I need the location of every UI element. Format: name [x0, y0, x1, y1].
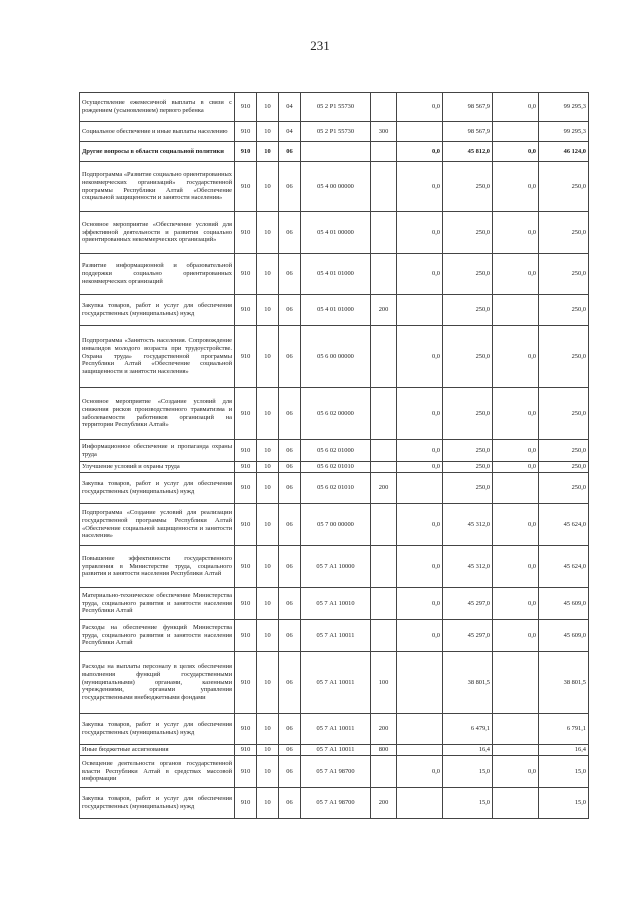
row-value-2: 98 567,9: [443, 122, 493, 142]
table-row: [80, 473, 589, 504]
row-subsection-code: 06: [279, 254, 301, 295]
row-section-code: 10: [257, 212, 279, 254]
row-name: Освещение деятельности органов государственной власти Республики Алтай в средствах массовой информации: [80, 756, 235, 788]
row-ministry-code: 910: [235, 652, 257, 714]
table-row: [80, 588, 589, 620]
row-target-article: [301, 142, 371, 162]
row-value-1: 0,0: [397, 440, 443, 462]
row-section-code: 10: [257, 756, 279, 788]
row-target-article: 05 7 А1 10011: [301, 652, 371, 714]
row-name: Информационное обеспечение и пропаганда охраны труда: [80, 440, 235, 462]
row-target-article: 05 4 01 01000: [301, 254, 371, 295]
table-row: [80, 756, 589, 788]
row-value-4: 250,0: [539, 388, 589, 440]
row-value-1: 0,0: [397, 462, 443, 473]
row-value-3: [493, 473, 539, 504]
row-ministry-code: 910: [235, 504, 257, 546]
row-target-article: 05 7 00 00000: [301, 504, 371, 546]
table-row: [80, 788, 589, 819]
table-row: [80, 504, 589, 546]
row-subsection-code: 06: [279, 473, 301, 504]
row-ministry-code: 910: [235, 212, 257, 254]
row-subsection-code: 06: [279, 212, 301, 254]
row-subsection-code: 06: [279, 788, 301, 819]
row-expense-type: 200: [371, 714, 397, 745]
row-expense-type: 100: [371, 652, 397, 714]
row-target-article: 05 7 А1 10011: [301, 714, 371, 745]
row-value-4: 250,0: [539, 326, 589, 388]
row-value-1: 0,0: [397, 254, 443, 295]
row-ministry-code: 910: [235, 388, 257, 440]
row-expense-type: [371, 93, 397, 122]
row-value-2: 6 479,1: [443, 714, 493, 745]
row-expense-type: [371, 756, 397, 788]
row-name: Осуществление ежемесячной выплаты в связи с рождением (усыновлением) первого ребенка: [80, 93, 235, 122]
row-value-3: 0,0: [493, 326, 539, 388]
row-ministry-code: 910: [235, 788, 257, 819]
row-expense-type: [371, 326, 397, 388]
row-section-code: 10: [257, 473, 279, 504]
row-subsection-code: 06: [279, 546, 301, 588]
row-section-code: 10: [257, 620, 279, 652]
row-value-1: 0,0: [397, 388, 443, 440]
row-value-3: 0,0: [493, 254, 539, 295]
row-value-1: 0,0: [397, 93, 443, 122]
row-subsection-code: 06: [279, 504, 301, 546]
row-target-article: 05 7 А1 98700: [301, 756, 371, 788]
row-value-3: 0,0: [493, 588, 539, 620]
row-ministry-code: 910: [235, 122, 257, 142]
row-value-1: [397, 652, 443, 714]
row-value-1: 0,0: [397, 620, 443, 652]
row-ministry-code: 910: [235, 254, 257, 295]
row-value-1: 0,0: [397, 162, 443, 212]
row-expense-type: 800: [371, 745, 397, 756]
row-ministry-code: 910: [235, 714, 257, 745]
row-value-4: 250,0: [539, 440, 589, 462]
row-name: Подпрограмма «Развитие социально ориентированных некоммерческих организаций» государственной программы Республики Алтай «Обеспечение социальной защищенности и занятости населения»: [80, 162, 235, 212]
row-value-3: 0,0: [493, 546, 539, 588]
row-target-article: 05 6 02 01000: [301, 440, 371, 462]
row-expense-type: 200: [371, 295, 397, 326]
row-name: Основное мероприятие «Создание условий для снижения рисков производственного травматизма и заболеваемости работников организаций на территории Республики Алтай»: [80, 388, 235, 440]
row-target-article: 05 4 01 01000: [301, 295, 371, 326]
row-name: Социальное обеспечение и иные выплаты населению: [80, 122, 235, 142]
row-subsection-code: 06: [279, 142, 301, 162]
table-row: [80, 162, 589, 212]
row-section-code: 10: [257, 504, 279, 546]
row-name: Иные бюджетные ассигнования: [80, 745, 235, 756]
row-name: Повышение эффективности государственного управления в Министерстве труда, социального развития и занятости населения Республики Алтай: [80, 546, 235, 588]
row-section-code: 10: [257, 326, 279, 388]
row-value-2: 250,0: [443, 326, 493, 388]
row-expense-type: [371, 462, 397, 473]
row-expense-type: 300: [371, 122, 397, 142]
row-section-code: 10: [257, 652, 279, 714]
table-row: [80, 326, 589, 388]
row-value-4: 15,0: [539, 756, 589, 788]
row-subsection-code: 06: [279, 326, 301, 388]
row-value-2: 16,4: [443, 745, 493, 756]
table-row: [80, 714, 589, 745]
row-subsection-code: 06: [279, 756, 301, 788]
table-row: [80, 652, 589, 714]
row-value-4: 45 624,0: [539, 504, 589, 546]
row-value-4: 250,0: [539, 473, 589, 504]
row-value-3: 0,0: [493, 440, 539, 462]
row-expense-type: 200: [371, 473, 397, 504]
row-expense-type: [371, 162, 397, 212]
row-expense-type: 200: [371, 788, 397, 819]
table-row: [80, 440, 589, 462]
row-section-code: 10: [257, 162, 279, 212]
row-target-article: 05 7 А1 10011: [301, 745, 371, 756]
row-ministry-code: 910: [235, 462, 257, 473]
row-value-1: 0,0: [397, 212, 443, 254]
row-target-article: 05 6 02 01010: [301, 462, 371, 473]
row-value-2: 45 312,0: [443, 504, 493, 546]
row-value-1: [397, 745, 443, 756]
row-target-article: 05 7 А1 10010: [301, 588, 371, 620]
row-target-article: 05 4 00 00000: [301, 162, 371, 212]
table-row: [80, 122, 589, 142]
row-value-4: 99 295,3: [539, 122, 589, 142]
row-expense-type: [371, 588, 397, 620]
row-section-code: 10: [257, 295, 279, 326]
row-subsection-code: 04: [279, 122, 301, 142]
row-name: Закупка товаров, работ и услуг для обеспечения государственных (муниципальных) нужд: [80, 714, 235, 745]
row-target-article: 05 7 А1 10011: [301, 620, 371, 652]
table-row: [80, 142, 589, 162]
row-value-4: 45 609,0: [539, 588, 589, 620]
row-value-4: 6 791,1: [539, 714, 589, 745]
row-value-4: 38 801,5: [539, 652, 589, 714]
row-value-3: 0,0: [493, 620, 539, 652]
row-value-3: 0,0: [493, 142, 539, 162]
row-value-4: 250,0: [539, 295, 589, 326]
row-name: Основное мероприятие «Обеспечение условий для эффективной деятельности и развития социально ориентированных некоммерческих организаций»: [80, 212, 235, 254]
row-target-article: 05 6 00 00000: [301, 326, 371, 388]
row-name: Развитие информационной и образовательной поддержки социально ориентированных некоммерческих организаций: [80, 254, 235, 295]
row-subsection-code: 06: [279, 745, 301, 756]
table-row: [80, 546, 589, 588]
row-section-code: 10: [257, 440, 279, 462]
row-section-code: 10: [257, 388, 279, 440]
row-section-code: 10: [257, 588, 279, 620]
row-value-4: 250,0: [539, 212, 589, 254]
table-row: [80, 93, 589, 122]
row-value-3: [493, 788, 539, 819]
row-value-3: 0,0: [493, 462, 539, 473]
row-ministry-code: 910: [235, 620, 257, 652]
row-value-2: 45 812,0: [443, 142, 493, 162]
row-subsection-code: 06: [279, 462, 301, 473]
table-row: [80, 212, 589, 254]
row-value-3: 0,0: [493, 756, 539, 788]
page-number: 231: [310, 38, 330, 53]
row-value-3: [493, 714, 539, 745]
row-value-3: 0,0: [493, 162, 539, 212]
row-target-article: 05 2 P1 55730: [301, 93, 371, 122]
row-ministry-code: 910: [235, 588, 257, 620]
row-section-code: 10: [257, 788, 279, 819]
row-target-article: 05 6 02 00000: [301, 388, 371, 440]
row-subsection-code: 06: [279, 652, 301, 714]
row-value-1: 0,0: [397, 546, 443, 588]
row-section-code: 10: [257, 93, 279, 122]
row-value-1: 0,0: [397, 142, 443, 162]
row-value-3: 0,0: [493, 504, 539, 546]
row-value-2: 98 567,9: [443, 93, 493, 122]
row-ministry-code: 910: [235, 295, 257, 326]
row-value-2: 250,0: [443, 440, 493, 462]
row-value-2: 250,0: [443, 295, 493, 326]
row-expense-type: [371, 212, 397, 254]
row-section-code: 10: [257, 714, 279, 745]
row-subsection-code: 06: [279, 588, 301, 620]
row-target-article: 05 6 02 01010: [301, 473, 371, 504]
row-expense-type: [371, 440, 397, 462]
row-name: Закупка товаров, работ и услуг для обеспечения государственных (муниципальных) нужд: [80, 295, 235, 326]
row-value-3: 0,0: [493, 93, 539, 122]
table-row: [80, 620, 589, 652]
row-subsection-code: 06: [279, 440, 301, 462]
row-value-1: [397, 295, 443, 326]
row-name: Подпрограмма «Занятость населения. Сопровождение инвалидов молодого возраста при трудоустройстве. Охрана труда» государственной программы Республики Алтай «Обеспечение социальной защищенности и занятости населения»: [80, 326, 235, 388]
row-ministry-code: 910: [235, 756, 257, 788]
row-value-2: 15,0: [443, 788, 493, 819]
budget-table: [79, 92, 589, 819]
row-value-2: 250,0: [443, 473, 493, 504]
row-target-article: 05 7 А1 10000: [301, 546, 371, 588]
row-target-article: 05 2 P1 55730: [301, 122, 371, 142]
row-value-3: [493, 652, 539, 714]
row-name: Закупка товаров, работ и услуг для обеспечения государственных (муниципальных) нужд: [80, 473, 235, 504]
row-value-3: 0,0: [493, 212, 539, 254]
row-value-4: 45 624,0: [539, 546, 589, 588]
row-ministry-code: 910: [235, 162, 257, 212]
row-name: Другие вопросы в области социальной политики: [80, 142, 235, 162]
row-expense-type: [371, 504, 397, 546]
row-subsection-code: 06: [279, 162, 301, 212]
row-value-2: 45 312,0: [443, 546, 493, 588]
row-value-2: 250,0: [443, 388, 493, 440]
table-row: [80, 745, 589, 756]
row-ministry-code: 910: [235, 440, 257, 462]
row-ministry-code: 910: [235, 326, 257, 388]
row-value-4: 15,0: [539, 788, 589, 819]
row-section-code: 10: [257, 254, 279, 295]
row-value-1: 0,0: [397, 504, 443, 546]
row-expense-type: [371, 620, 397, 652]
row-value-1: 0,0: [397, 588, 443, 620]
row-ministry-code: 910: [235, 546, 257, 588]
row-expense-type: [371, 254, 397, 295]
row-subsection-code: 06: [279, 295, 301, 326]
table-row: [80, 254, 589, 295]
row-expense-type: [371, 546, 397, 588]
row-value-4: 250,0: [539, 254, 589, 295]
row-value-2: 250,0: [443, 254, 493, 295]
row-name: Материально-техническое обеспечение Министерства труда, социального развития и занятости населения Республики Алтай: [80, 588, 235, 620]
row-value-3: 0,0: [493, 388, 539, 440]
row-section-code: 10: [257, 546, 279, 588]
row-value-3: [493, 745, 539, 756]
table-row: [80, 388, 589, 440]
row-expense-type: [371, 388, 397, 440]
row-name: Расходы на обеспечение функций Министерства труда, социального развития и занятости населения Республики Алтай: [80, 620, 235, 652]
row-ministry-code: 910: [235, 93, 257, 122]
row-expense-type: [371, 142, 397, 162]
row-name: Расходы на выплаты персоналу в целях обеспечения выполнения функций государственными (муниципальными) органами, казенными учреждениями, органами управления государственными внебюджетными фондами: [80, 652, 235, 714]
row-name: Улучшение условий и охраны труда: [80, 462, 235, 473]
row-value-4: 45 609,0: [539, 620, 589, 652]
row-value-2: 38 801,5: [443, 652, 493, 714]
table-row: [80, 295, 589, 326]
row-section-code: 10: [257, 122, 279, 142]
row-value-1: [397, 714, 443, 745]
row-value-4: 46 124,0: [539, 142, 589, 162]
row-subsection-code: 06: [279, 620, 301, 652]
row-name: Закупка товаров, работ и услуг для обеспечения государственных (муниципальных) нужд: [80, 788, 235, 819]
row-section-code: 10: [257, 462, 279, 473]
row-value-2: 15,0: [443, 756, 493, 788]
row-ministry-code: 910: [235, 473, 257, 504]
row-name: Подпрограмма «Создание условий для реализации государственной программы Республики Алтай «Обеспечение социальной защищенности и занятости населения»: [80, 504, 235, 546]
row-value-4: 16,4: [539, 745, 589, 756]
row-value-1: [397, 122, 443, 142]
row-value-4: 99 295,3: [539, 93, 589, 122]
row-value-2: 250,0: [443, 162, 493, 212]
row-ministry-code: 910: [235, 142, 257, 162]
row-value-2: 45 297,0: [443, 620, 493, 652]
row-value-4: 250,0: [539, 462, 589, 473]
row-value-2: 250,0: [443, 212, 493, 254]
row-section-code: 10: [257, 142, 279, 162]
row-value-2: 45 297,0: [443, 588, 493, 620]
row-value-1: 0,0: [397, 326, 443, 388]
row-section-code: 10: [257, 745, 279, 756]
table-body: [80, 93, 589, 819]
row-ministry-code: 910: [235, 745, 257, 756]
row-value-2: 250,0: [443, 462, 493, 473]
row-value-1: [397, 473, 443, 504]
row-subsection-code: 06: [279, 714, 301, 745]
row-target-article: 05 4 01 00000: [301, 212, 371, 254]
row-subsection-code: 06: [279, 388, 301, 440]
row-target-article: 05 7 А1 98700: [301, 788, 371, 819]
row-value-4: 250,0: [539, 162, 589, 212]
table-row: [80, 462, 589, 473]
row-value-3: [493, 122, 539, 142]
row-value-1: [397, 788, 443, 819]
row-subsection-code: 04: [279, 93, 301, 122]
row-value-1: 0,0: [397, 756, 443, 788]
row-value-3: [493, 295, 539, 326]
